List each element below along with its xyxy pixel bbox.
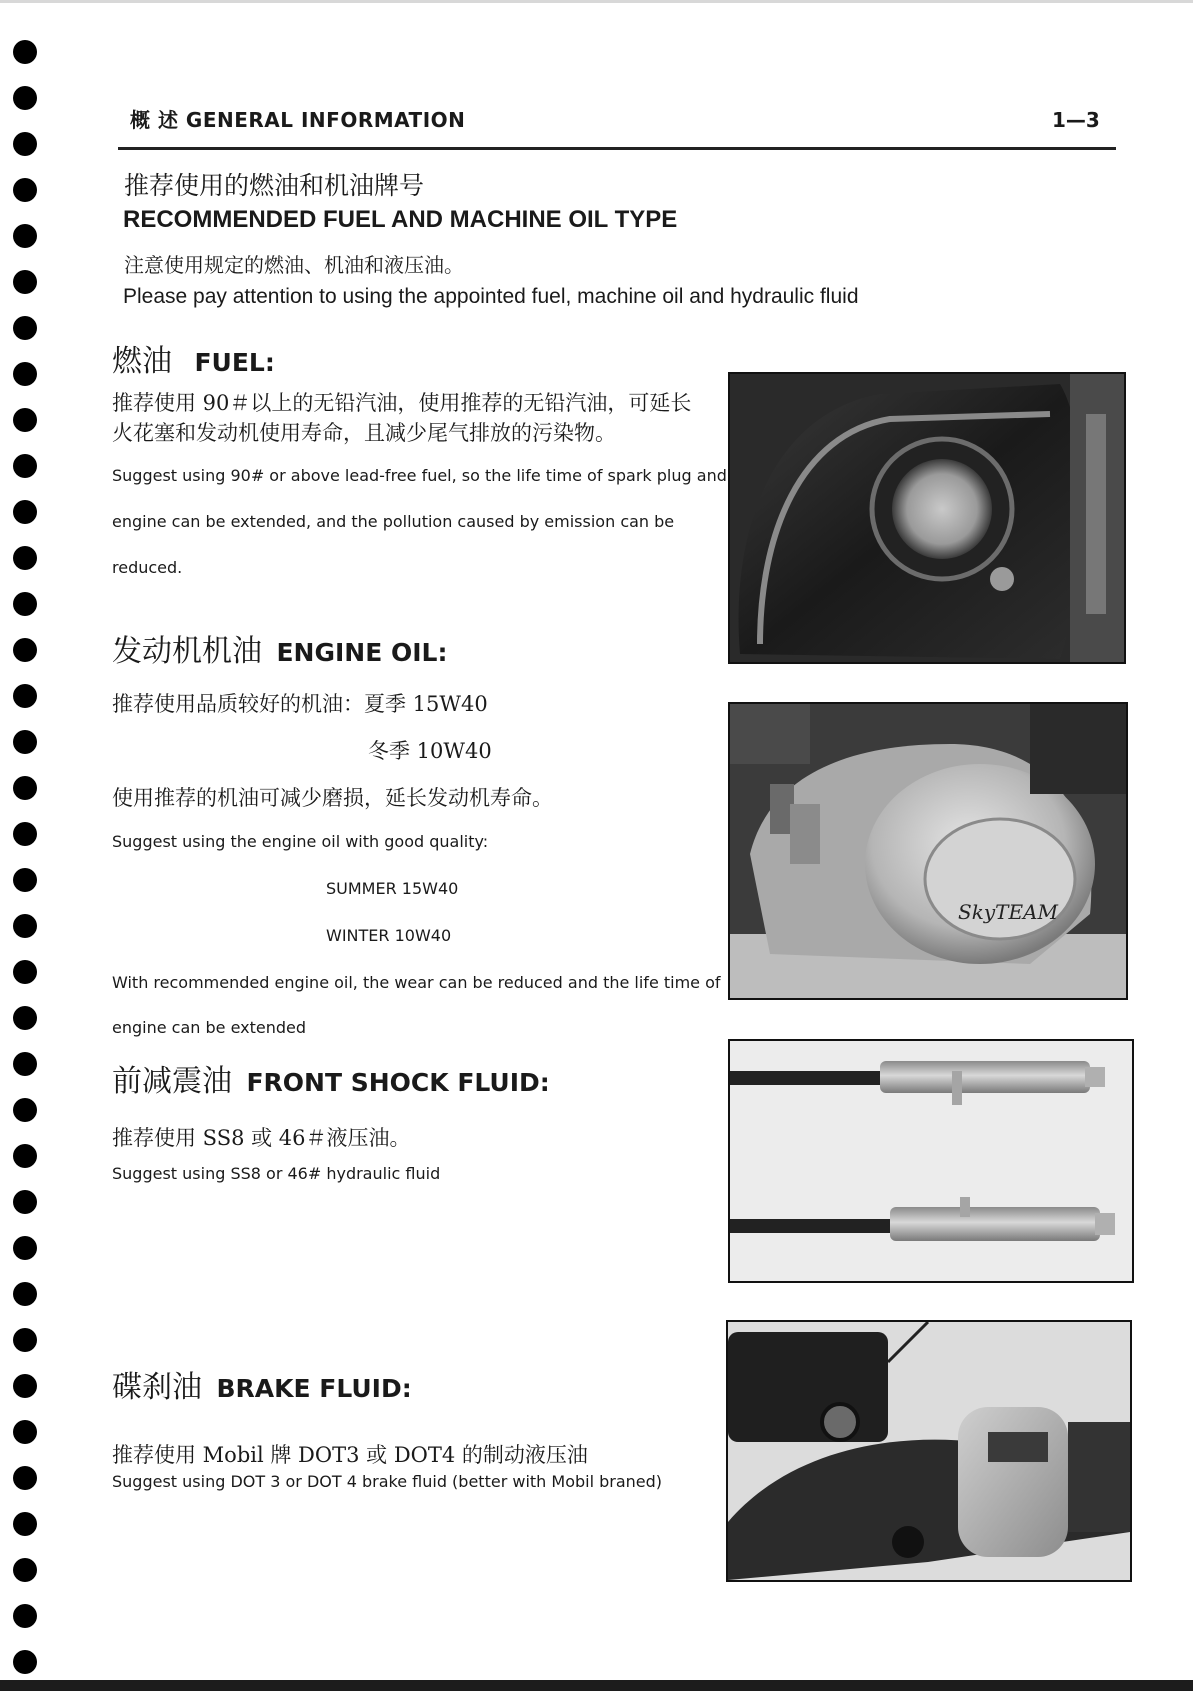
binder-hole (13, 1006, 37, 1030)
binder-hole (13, 1650, 37, 1674)
binder-hole (13, 546, 37, 570)
binder-hole (13, 500, 37, 524)
engine-photo (728, 702, 1128, 1000)
binder-hole (13, 1144, 37, 1168)
brake-text-zh: 推荐使用 Mobil 牌 DOT3 或 DOT4 的制动液压油 (112, 1443, 588, 1467)
engine-oil-text-en-1: Suggest using the engine oil with good quality: (112, 832, 489, 851)
binder-hole (13, 776, 37, 800)
binder-hole (13, 1190, 37, 1214)
page-number: 1—3 (1052, 108, 1100, 132)
binder-hole (13, 822, 37, 846)
fuel-heading (112, 336, 275, 380)
binder-hole (13, 1282, 37, 1306)
page-bottom-edge (0, 1680, 1193, 1691)
brake-heading-zh: 碟刹油 (112, 1370, 202, 1405)
engine-oil-text-zh-1: 推荐使用品质较好的机油：夏季 15W40 (112, 692, 488, 716)
engine-oil-text-zh-3: 使用推荐的机油可减少磨损，延长发动机寿命。 (112, 786, 553, 810)
binder-hole (13, 1558, 37, 1582)
binder-hole (13, 1374, 37, 1398)
front-shock-photo (728, 1039, 1134, 1283)
binder-holes (0, 0, 60, 1691)
skyteam-logo: SkyTEAM (958, 900, 1058, 924)
engine-oil-winter: WINTER 10W40 (326, 926, 452, 945)
page-header-title: 概 述 GENERAL INFORMATION (130, 108, 466, 132)
fuel-tank-photo (728, 372, 1126, 664)
binder-hole (13, 40, 37, 64)
engine-oil-summer: SUMMER 15W40 (326, 879, 459, 898)
engine-oil-text-zh-2: 冬季 10W40 (368, 739, 492, 763)
binder-hole (13, 316, 37, 340)
binder-hole (13, 86, 37, 110)
binder-hole (13, 868, 37, 892)
binder-hole (13, 1466, 37, 1490)
engine-oil-heading-zh: 发动机机油 (112, 634, 262, 669)
binder-hole (13, 960, 37, 984)
shock-text-en: Suggest using SS8 or 46# hydraulic fluid (112, 1164, 441, 1183)
binder-hole (13, 1420, 37, 1444)
binder-hole (13, 730, 37, 754)
fuel-heading-zh: 燃油 (112, 344, 172, 379)
shock-heading-zh: 前减震油 (112, 1064, 232, 1099)
engine-oil-text-en-3: engine can be extended (112, 1018, 307, 1037)
binder-hole (13, 178, 37, 202)
engine-oil-heading (112, 626, 447, 670)
binder-hole (13, 132, 37, 156)
fuel-text-en-2: engine can be extended, and the pollution caused by emission can be (112, 512, 675, 531)
fuel-text-zh-2: 火花塞和发动机使用寿命，且减少尾气排放的污染物。 (112, 421, 616, 445)
binder-hole (13, 1098, 37, 1122)
binder-hole (13, 914, 37, 938)
binder-hole (13, 454, 37, 478)
binder-hole (13, 362, 37, 386)
intro-note-en: Please pay attention to using the appointed fuel, machine oil and hydraulic fluid (123, 285, 859, 308)
binder-hole (13, 1236, 37, 1260)
fuel-text-en-3: reduced. (112, 558, 183, 577)
fuel-heading-en: FUEL: (194, 348, 275, 377)
intro-title-en: RECOMMENDED FUEL AND MACHINE OIL TYPE (123, 206, 678, 233)
brake-heading-en: BRAKE FLUID: (216, 1374, 412, 1403)
shock-heading (112, 1056, 550, 1100)
binder-hole (13, 684, 37, 708)
brake-reservoir-photo (726, 1320, 1132, 1582)
page-top-edge (0, 0, 1193, 3)
fuel-text-en-1: Suggest using 90# or above lead-free fuel, so the life time of spark plug and (112, 466, 727, 485)
binder-hole (13, 408, 37, 432)
binder-hole (13, 270, 37, 294)
brake-heading (112, 1362, 412, 1406)
binder-hole (13, 224, 37, 248)
binder-hole (13, 1328, 37, 1352)
intro-title-zh: 推荐使用的燃油和机油牌号 (124, 171, 425, 200)
engine-oil-heading-en: ENGINE OIL: (276, 638, 448, 667)
fuel-text-zh-1: 推荐使用 90＃以上的无铅汽油，使用推荐的无铅汽油，可延长 (112, 391, 692, 415)
header-rule (118, 147, 1116, 150)
binder-hole (13, 1512, 37, 1536)
engine-oil-text-en-2: With recommended engine oil, the wear can be reduced and the life time of (112, 973, 721, 992)
intro-note-zh: 注意使用规定的燃油、机油和液压油。 (124, 253, 464, 277)
brake-text-en: Suggest using DOT 3 or DOT 4 brake fluid (better with Mobil braned) (112, 1472, 663, 1491)
binder-hole (13, 638, 37, 662)
binder-hole (13, 1604, 37, 1628)
shock-heading-en: FRONT SHOCK FLUID: (246, 1068, 550, 1097)
binder-hole (13, 1052, 37, 1076)
shock-text-zh: 推荐使用 SS8 或 46＃液压油。 (112, 1126, 411, 1150)
binder-hole (13, 592, 37, 616)
